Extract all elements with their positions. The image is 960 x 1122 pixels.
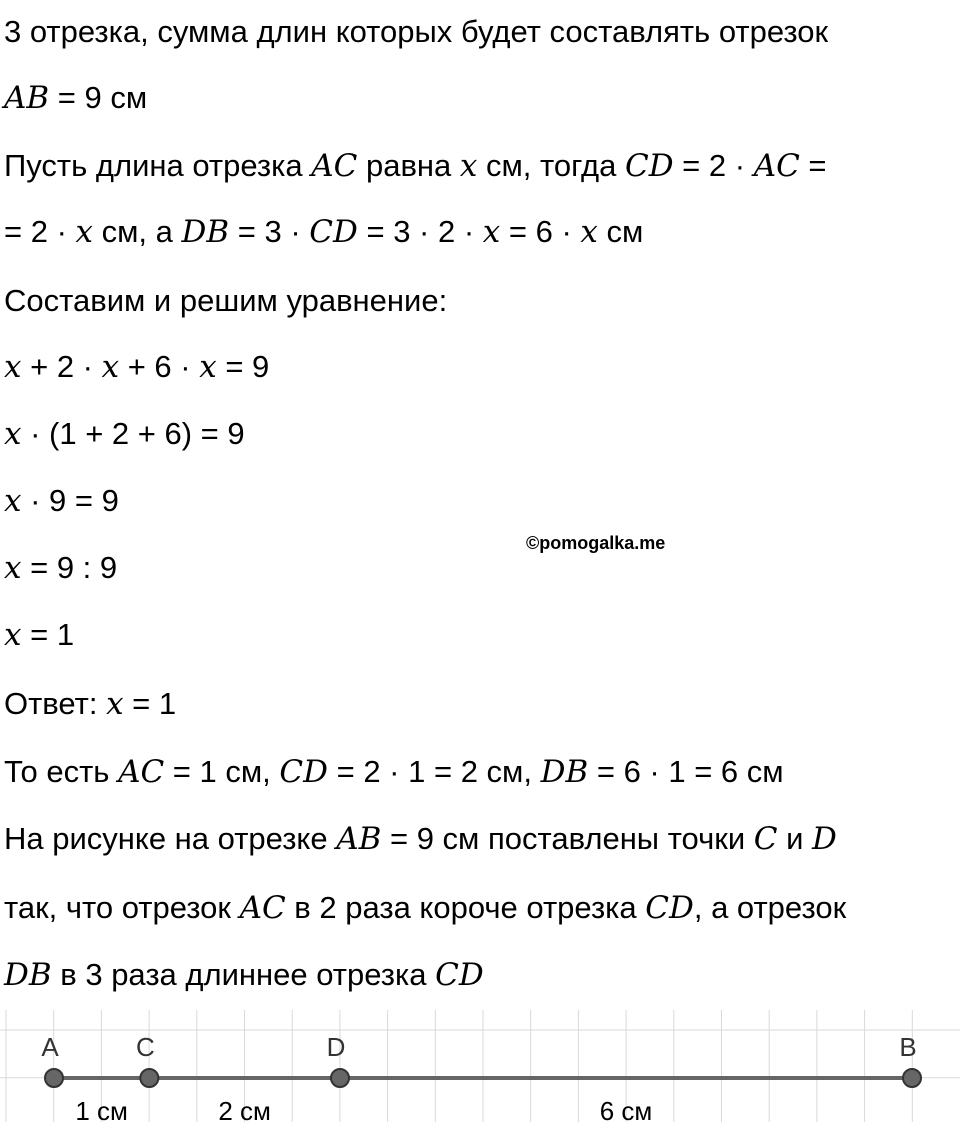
text-run: = 9 (216, 349, 270, 384)
segment-length-label: 6 см (599, 1096, 653, 1122)
point-label: D (326, 1032, 346, 1062)
text-run: То есть (4, 754, 119, 789)
text-run: = 6 · 1 = 6 см (588, 754, 784, 789)
segment-length-label: 2 см (218, 1096, 271, 1122)
math-symbol: x (75, 214, 93, 250)
text-run: и (777, 821, 813, 856)
math-symbol: x (4, 349, 22, 385)
text-run: Пусть длина отрезка (4, 148, 312, 183)
text-run: так, что отрезок (4, 890, 240, 925)
text-run: равна (357, 148, 460, 183)
math-symbol: x (101, 349, 120, 385)
math-symbol: x (4, 550, 22, 586)
math-symbol: x (482, 214, 501, 250)
math-symbol: AC (753, 148, 800, 184)
text-run: = 2 · (673, 148, 754, 183)
math-symbol: D (812, 821, 837, 857)
text-run: Ответ: (4, 686, 107, 721)
text-run: = 1 (21, 617, 75, 652)
text-run: = 9 см (49, 80, 148, 115)
math-symbol: AC (311, 148, 358, 184)
text-run: , а отрезок (693, 890, 847, 925)
text-run: = (799, 148, 827, 183)
text-line (4, 347, 269, 387)
text-run: в 3 раза длиннее отрезка (51, 957, 436, 992)
math-symbol: x (106, 686, 124, 722)
math-symbol: CD (624, 148, 674, 184)
point-a (45, 1069, 63, 1087)
text-run: в 2 раза короче отрезка (285, 890, 646, 925)
text-run: На рисунке на отрезке (4, 821, 337, 856)
math-symbol: C (753, 821, 778, 857)
text-run: + 2 · (21, 349, 102, 384)
text-line (4, 146, 827, 186)
segment-figure (0, 1010, 960, 1122)
text-run: = 9 : 9 (21, 550, 118, 585)
text-line (4, 819, 837, 859)
math-symbol: CD (309, 214, 358, 250)
text-run: = 1 см, (164, 754, 280, 789)
text-run: + 6 · (119, 349, 200, 384)
text-line (4, 684, 176, 724)
segment-length-label: 1 см (75, 1096, 128, 1122)
text-line (4, 955, 484, 995)
text-run: см, а (93, 214, 182, 249)
text-run: = 9 см поставлены точки (381, 821, 754, 856)
math-symbol: CD (435, 957, 484, 993)
point-label: C (135, 1032, 155, 1062)
math-symbol: DB (4, 957, 52, 993)
text-line (4, 548, 117, 588)
text-run: см (597, 214, 644, 249)
text-run: 3 отрезка, сумма длин которых будет составлять отрезок (4, 14, 829, 49)
text-run: = 2 · 1 = 2 см, (328, 754, 541, 789)
text-line (4, 78, 147, 118)
point-label: A (41, 1032, 59, 1062)
math-symbol: x (4, 416, 22, 452)
text-run: · (1 + 2 + 6) = 9 (21, 416, 245, 451)
point-c (140, 1069, 158, 1087)
text-run: = 1 (123, 686, 177, 721)
text-line (4, 615, 74, 655)
math-symbol: DB (181, 214, 230, 250)
math-symbol: CD (279, 754, 328, 790)
math-symbol: x (459, 148, 478, 184)
text-run: Составим и решим уравнение: (4, 283, 448, 318)
math-symbol: x (4, 483, 22, 519)
point-d (331, 1069, 349, 1087)
text-run: = 2 · (4, 214, 76, 249)
math-symbol: CD (645, 890, 694, 926)
math-symbol: x (199, 349, 217, 385)
text-run: = 3 · (229, 214, 310, 249)
text-line (4, 888, 846, 928)
text-line (4, 752, 784, 792)
math-symbol: x (4, 617, 22, 653)
text-line (4, 414, 245, 454)
math-symbol: DB (540, 754, 589, 790)
text-line (4, 281, 447, 321)
math-symbol: AB (336, 821, 382, 857)
text-run: · 9 = 9 (21, 483, 119, 518)
math-symbol: AC (118, 754, 165, 790)
text-line (4, 12, 828, 52)
point-label: B (899, 1032, 917, 1062)
text-run: = 6 · (500, 214, 581, 249)
text-run: см, тогда (477, 148, 625, 183)
text-line (4, 212, 643, 252)
math-symbol: x (580, 214, 598, 250)
watermark: ©pomogalka.me (526, 533, 666, 553)
text-run: = 3 · 2 · (357, 214, 483, 249)
math-symbol: AC (239, 890, 286, 926)
point-b (903, 1069, 921, 1087)
math-symbol: AB (4, 80, 50, 116)
text-line (4, 481, 119, 521)
